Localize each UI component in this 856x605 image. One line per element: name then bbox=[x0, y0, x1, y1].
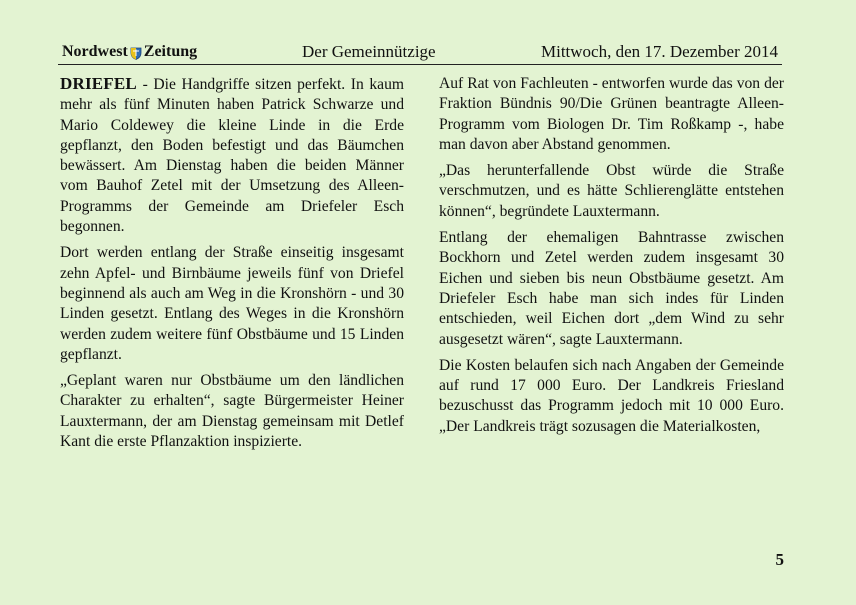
article-column-right bbox=[439, 74, 784, 443]
article-column-left bbox=[60, 74, 404, 458]
paragraph: „Das herunterfallende Obst würde die Straße verschmutzen, und es hätte Schlierenglätte entstehen können“, begründete Lauxtermann. bbox=[439, 162, 784, 220]
coat-of-arms-icon bbox=[130, 46, 142, 59]
newspaper-logo bbox=[62, 42, 197, 62]
header-divider bbox=[58, 64, 782, 65]
masthead bbox=[62, 42, 778, 66]
logo-text-left: Nordwest bbox=[62, 43, 128, 60]
paragraph: Dort werden entlang der Straße einseitig insgesamt zehn Apfel- und Birnbäume jeweils fünf von Driefel beginnend als auch am Weg in die Kronshörn - und 30 Linden gesetzt. Entlang des Weges in die Kronshörn werden zudem weitere fünf Obstbäume und 15 Linden gepflanzt. bbox=[60, 244, 404, 363]
paragraph: Auf Rat von Fachleuten - entworfen wurde das von der Fraktion Bündnis 90/Die Grünen beantragte Alleen-Programm vom Biologen Dr. Tim Roßkamp -, habe man davon aber Abstand genommen. bbox=[439, 75, 784, 153]
page-number: 5 bbox=[775, 550, 784, 569]
paragraph: „Geplant waren nur Obstbäume um den ländlichen Charakter zu erhalten“, sagte Bürgermeister Heiner Lauxtermann, der am Dienstag gemeinsam mit Detlef Kant die erste Pflanzaktion inspizierte. bbox=[60, 372, 404, 451]
paragraph bbox=[60, 74, 404, 237]
issue-date: Mittwoch, den 17. Dezember 2014 bbox=[541, 42, 778, 61]
dateline: DRIEFEL bbox=[60, 74, 137, 93]
section-title: Der Gemeinnützige bbox=[302, 42, 436, 61]
paragraph: Die Kosten belaufen sich nach Angaben der Gemeinde auf rund 17 000 Euro. Der Landkreis Friesland bezuschusst das Programm jedoch mit 10 000 Euro. „Der Landkreis trägt sozusagen die Materialkosten, bbox=[439, 356, 784, 435]
paragraph: Entlang der ehemaligen Bahntrasse zwischen Bockhorn und Zetel werden zudem insgesamt 30 Eichen und sieben bis neun Obstbäume gesetzt. Am Driefeler Esch habe man sich indes für Linden entschieden, weil Eichen dort „dem Wind zu sehr ausgesetzt wären“, sagte Lauxtermann. bbox=[439, 229, 784, 348]
paragraph-text: - Die Handgriffe sitzen perfekt. In kaum mehr als fünf Minuten haben Patrick Schwarze und Mario Coldewey die kleine Linde in die Erde gepflanzt, den Boden befestigt und das Bäumchen bewässert. Am Dienstag haben die beiden Männer vom Bauhof Zetel mit der Umsetzung des Alleen-Programms der Gemeinde am Driefeler Esch begonnen. bbox=[60, 76, 404, 236]
logo-text-right: Zeitung bbox=[143, 43, 198, 60]
